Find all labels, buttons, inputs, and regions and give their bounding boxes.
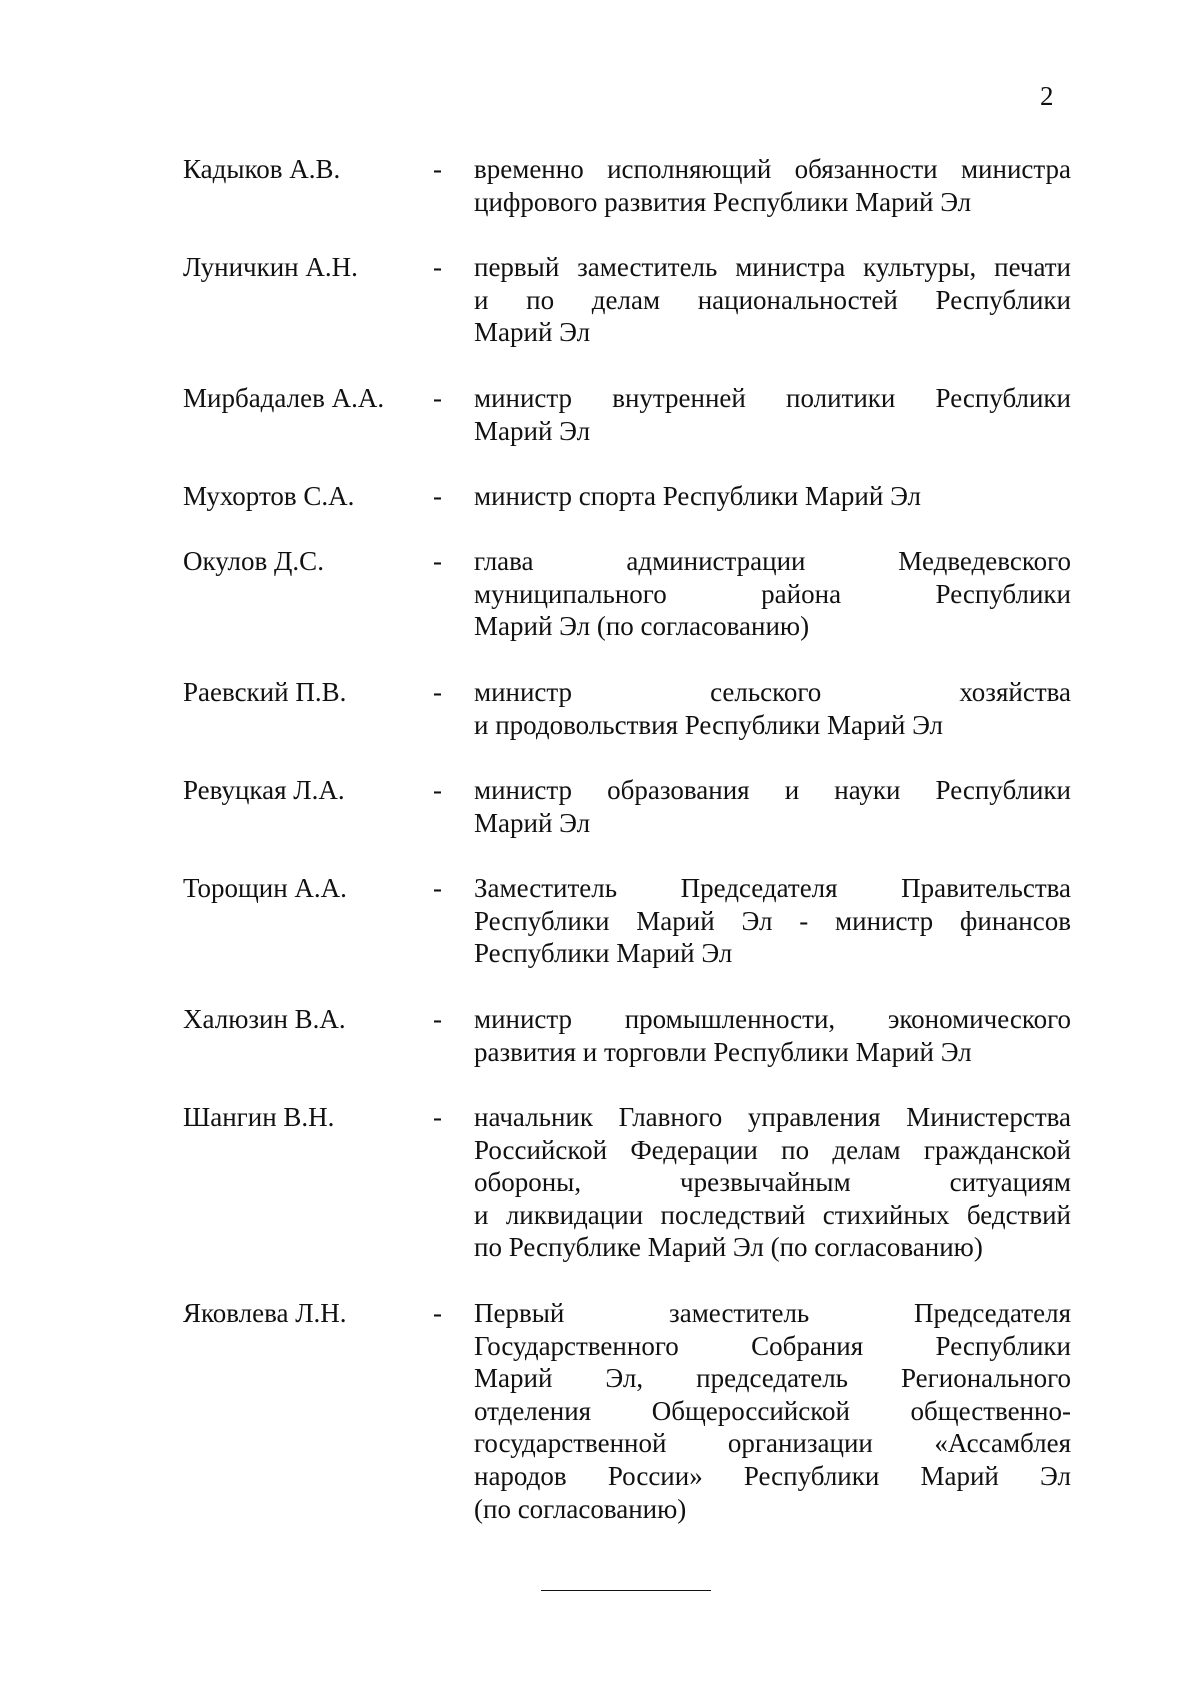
position-line: министр спорта Республики Марий Эл	[474, 481, 922, 511]
position-line: Марий Эл, председатель Регионального	[474, 1363, 1071, 1394]
member-position	[474, 1003, 1071, 1068]
separator-dash: -	[433, 1298, 442, 1328]
position-line: Первый заместитель Председателя	[474, 1298, 1071, 1328]
member-name: Кадыков А.В.	[183, 154, 341, 184]
member-position	[474, 676, 1071, 741]
position-line: министр промышленности, экономического	[474, 1004, 1071, 1034]
member-name: Окулов Д.С.	[183, 546, 324, 576]
member-position	[474, 545, 1071, 643]
member-name: Шангин В.Н.	[183, 1102, 335, 1132]
position-line: начальник Главного управления Министерства	[474, 1102, 1071, 1132]
member-position	[474, 872, 1071, 970]
separator-dash: -	[433, 154, 442, 184]
position-line: государственной организации «Ассамблея	[474, 1428, 1071, 1459]
position-line: Марий Эл	[474, 415, 591, 446]
member-position	[474, 1297, 1071, 1525]
member-name: Ревуцкая Л.А.	[183, 775, 345, 805]
position-line: Республики Марий Эл - министр финансов	[474, 905, 1071, 936]
separator-dash: -	[433, 775, 442, 805]
member-position	[474, 774, 1071, 839]
member-name: Торощин А.А.	[183, 873, 347, 903]
separator-dash: -	[433, 1004, 442, 1034]
position-line: Республики Марий Эл	[474, 938, 733, 969]
position-line: обороны, чрезвычайным ситуациям	[474, 1167, 1071, 1198]
position-line: министр образования и науки Республики	[474, 775, 1071, 805]
position-line: и ликвидации последствий стихийных бедствий	[474, 1199, 1071, 1230]
member-position	[474, 480, 1071, 513]
separator-dash: -	[433, 677, 442, 707]
position-line: Марий Эл	[474, 807, 591, 838]
member-name: Раевский П.В.	[183, 677, 347, 707]
position-line: (по согласованию)	[474, 1493, 687, 1524]
position-line: муниципального района Республики	[474, 578, 1071, 609]
separator-dash: -	[433, 481, 442, 511]
separator-dash: -	[433, 1102, 442, 1132]
position-line: отделения Общероссийской общественно-	[474, 1395, 1071, 1426]
position-line: Заместитель Председателя Правительства	[474, 873, 1071, 903]
position-line: развития и торговли Республики Марий Эл	[474, 1036, 972, 1067]
member-name: Луничкин А.Н.	[183, 252, 358, 282]
separator-dash: -	[433, 252, 442, 282]
position-line: народов России» Республики Марий Эл	[474, 1460, 1071, 1491]
position-line: временно исполняющий обязанности министра	[474, 154, 1071, 184]
position-line: цифрового развития Республики Марий Эл	[474, 186, 972, 217]
position-line: Марий Эл	[474, 317, 591, 348]
position-line: и по делам национальностей Республики	[474, 284, 1071, 315]
member-name: Халюзин В.А.	[183, 1004, 346, 1034]
member-name: Мухортов С.А.	[183, 481, 355, 511]
separator-dash: -	[433, 546, 442, 576]
member-position	[474, 1101, 1071, 1264]
position-line: и продовольствия Республики Марий Эл	[474, 709, 944, 740]
end-of-list-rule	[541, 1590, 711, 1591]
position-line: по Республике Марий Эл (по согласованию)	[474, 1232, 983, 1263]
position-line: глава администрации Медведевского	[474, 546, 1071, 576]
member-position	[474, 251, 1071, 349]
member-position	[474, 153, 1071, 218]
separator-dash: -	[433, 873, 442, 903]
position-line: Российской Федерации по делам гражданской	[474, 1134, 1071, 1165]
member-name: Мирбадалев А.А.	[183, 383, 385, 413]
position-line: Государственного Собрания Республики	[474, 1330, 1071, 1361]
member-position	[474, 382, 1071, 447]
position-line: первый заместитель министра культуры, печати	[474, 252, 1071, 282]
position-line: министр внутренней политики Республики	[474, 383, 1071, 413]
separator-dash: -	[433, 383, 442, 413]
page-number: 2	[1040, 81, 1054, 111]
position-line: Марий Эл (по согласованию)	[474, 611, 810, 642]
position-line: министр сельского хозяйства	[474, 677, 1071, 707]
member-name: Яковлева Л.Н.	[183, 1298, 347, 1328]
